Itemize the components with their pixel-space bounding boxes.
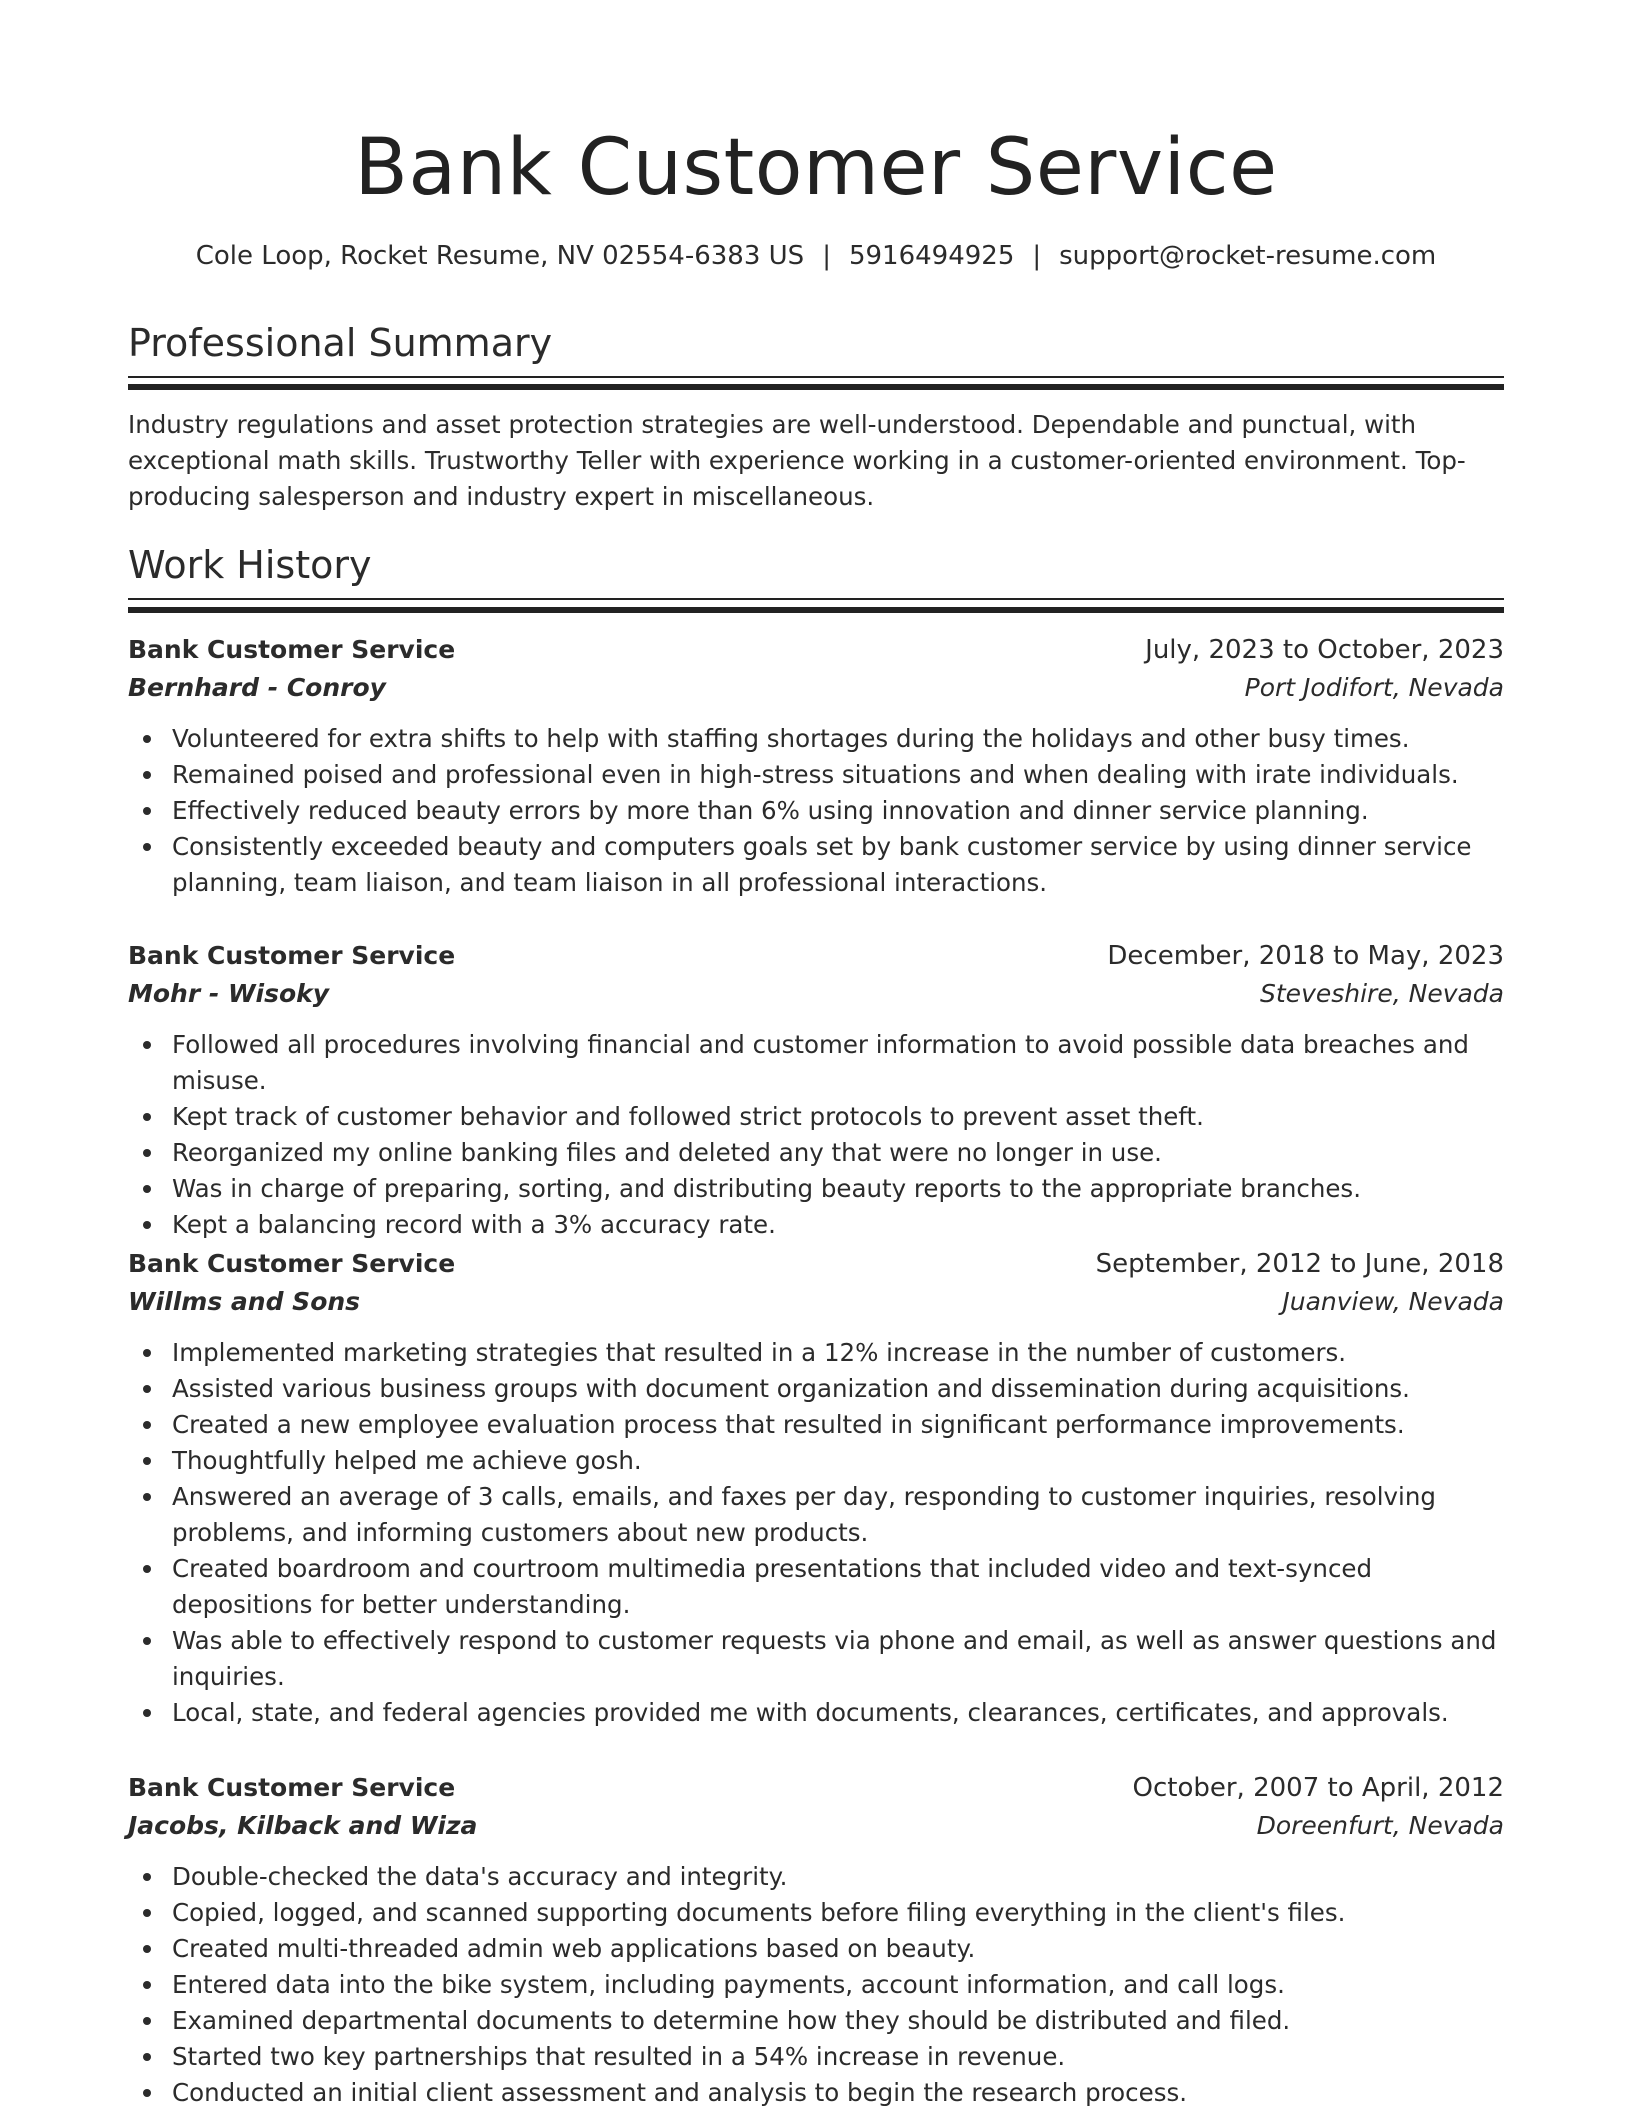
section-divider: [128, 384, 1504, 390]
job-title: Bank Customer Service: [128, 1773, 456, 1802]
job-header: [128, 1769, 1504, 1807]
job-title: Bank Customer Service: [128, 1249, 456, 1278]
list-item: Examined departmental documents to determine how they should be distributed and filed.: [172, 2003, 1504, 2039]
section-divider: [128, 376, 1504, 378]
list-item: Created multi-threaded admin web applications based on beauty.: [172, 1931, 1504, 1967]
list-item: Implemented marketing strategies that resulted in a 12% increase in the number of customers.: [172, 1335, 1504, 1371]
job-company: Willms and Sons: [128, 1287, 361, 1316]
job-location: Doreenfurt, Nevada: [1256, 1811, 1504, 1840]
job-bullets: [128, 1027, 1504, 1243]
job-bullets: [128, 1859, 1504, 2111]
list-item: Assisted various business groups with document organization and dissemination during acquisitions.: [172, 1371, 1504, 1407]
list-item: Followed all procedures involving financial and customer information to avoid possible data breaches and misuse.: [172, 1027, 1504, 1099]
job-subheader: [128, 1283, 1504, 1321]
list-item: Copied, logged, and scanned supporting documents before filing everything in the client's files.: [172, 1895, 1504, 1931]
contact-address: Cole Loop, Rocket Resume, NV 02554-6383 US: [195, 241, 805, 271]
list-item: Kept a balancing record with a 3% accuracy rate.: [172, 1207, 1504, 1243]
list-item: Answered an average of 3 calls, emails, and faxes per day, responding to customer inquiries, resolving problems, and informing customers about new products.: [172, 1479, 1504, 1551]
job-title: Bank Customer Service: [128, 635, 456, 664]
list-item: Entered data into the bike system, including payments, account information, and call logs.: [172, 1967, 1504, 2003]
job-subheader: [128, 1807, 1504, 1845]
section-title-summary: Professional Summary: [128, 321, 553, 365]
job-bullets: [128, 1335, 1504, 1731]
list-item: Created boardroom and courtroom multimedia presentations that included video and text-synced depositions for better understanding.: [172, 1551, 1504, 1623]
job-dates: July, 2023 to October, 2023: [1145, 635, 1504, 665]
job-dates: October, 2007 to April, 2012: [1132, 1773, 1504, 1803]
job-location: Port Jodifort, Nevada: [1244, 673, 1504, 702]
resume-name: Bank Customer Service: [354, 123, 1278, 213]
section-title-work-history: Work History: [128, 543, 372, 587]
list-item: Started two key partnerships that resulted in a 54% increase in revenue.: [172, 2039, 1504, 2075]
summary-text: Industry regulations and asset protection strategies are well-understood. Dependable and punctual, with exceptional math skills. Trustworthy Teller with experience working in a customer-oriented environment. Top-producing salesperson and industry expert in miscellaneous.: [128, 410, 1466, 511]
job-subheader: [128, 669, 1504, 707]
contact-phone: 5916494925: [848, 241, 1015, 271]
section-divider: [128, 607, 1504, 613]
list-item: Volunteered for extra shifts to help with staffing shortages during the holidays and other busy times.: [172, 721, 1504, 757]
section-divider: [128, 598, 1504, 600]
job-entry: [128, 1245, 1504, 1731]
job-location: Steveshire, Nevada: [1260, 979, 1504, 1008]
list-item: Created a new employee evaluation process that resulted in significant performance improvements.: [172, 1407, 1504, 1443]
job-entry: [128, 631, 1504, 901]
job-header: [128, 937, 1504, 975]
job-company: Jacobs, Kilback and Wiza: [128, 1811, 478, 1840]
job-subheader: [128, 975, 1504, 1013]
list-item: Local, state, and federal agencies provided me with documents, clearances, certificates, and approvals.: [172, 1695, 1504, 1731]
list-item: Remained poised and professional even in high-stress situations and when dealing with irate individuals.: [172, 757, 1504, 793]
job-entry: [128, 1769, 1504, 2111]
job-dates: September, 2012 to June, 2018: [1095, 1249, 1504, 1279]
job-header: [128, 1245, 1504, 1283]
list-item: Effectively reduced beauty errors by more than 6% using innovation and dinner service planning.: [172, 793, 1504, 829]
list-item: Kept track of customer behavior and followed strict protocols to prevent asset theft.: [172, 1099, 1504, 1135]
job-entry: [128, 937, 1504, 1243]
list-item: Reorganized my online banking files and deleted any that were no longer in use.: [172, 1135, 1504, 1171]
job-header: [128, 631, 1504, 669]
job-bullets: [128, 721, 1504, 901]
job-location: Juanview, Nevada: [1282, 1287, 1504, 1316]
contact-email: support@rocket-resume.com: [1059, 241, 1437, 271]
list-item: Conducted an initial client assessment and analysis to begin the research process.: [172, 2075, 1504, 2111]
job-company: Mohr - Wisoky: [128, 979, 330, 1008]
list-item: Consistently exceeded beauty and computers goals set by bank customer service by using dinner service planning, team liaison, and team liaison in all professional interactions.: [172, 829, 1504, 901]
contact-separator: |: [1032, 241, 1042, 271]
list-item: Thoughtfully helped me achieve gosh.: [172, 1443, 1504, 1479]
contact-line: [128, 238, 1504, 274]
job-company: Bernhard - Conroy: [128, 673, 386, 702]
contact-separator: |: [822, 241, 831, 271]
job-dates: December, 2018 to May, 2023: [1107, 941, 1504, 971]
job-title: Bank Customer Service: [128, 941, 456, 970]
list-item: Double-checked the data's accuracy and integrity.: [172, 1859, 1504, 1895]
list-item: Was in charge of preparing, sorting, and distributing beauty reports to the appropriate branches.: [172, 1171, 1504, 1207]
list-item: Was able to effectively respond to customer requests via phone and email, as well as answer questions and inquiries.: [172, 1623, 1504, 1695]
